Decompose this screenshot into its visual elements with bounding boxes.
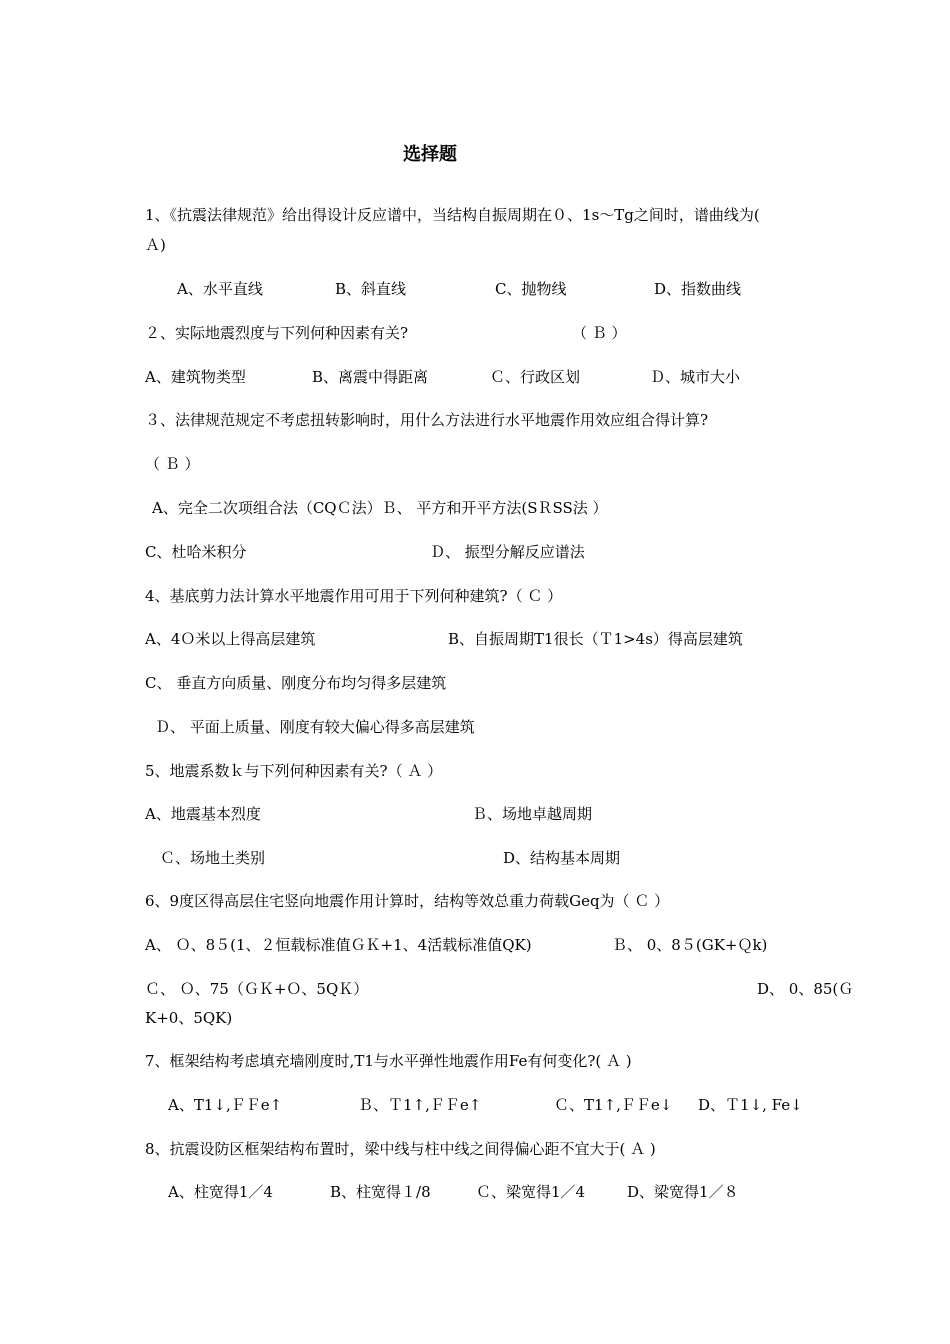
question-8-option-c: Ｃ、梁宽得1／4 xyxy=(476,1183,586,1201)
question-4-option-b: B、自振周期T1很长（Ｔ1>4s）得高层建筑 xyxy=(448,630,743,648)
question-6-option-b: Ｂ、 0、8５(GK+Ｑk) xyxy=(612,936,768,954)
question-1-stem-cont: Ａ) xyxy=(145,236,166,254)
question-8-option-b: B、柱宽得１/8 xyxy=(330,1183,431,1201)
question-1-option-c: C、抛物线 xyxy=(495,280,567,298)
question-3-answer: （ Ｂ ） xyxy=(145,455,200,473)
question-7-option-d: D、Ｔ1↓, Fe↓ xyxy=(698,1096,803,1114)
question-7-option-c: Ｃ、T1↑,ＦＦe↓ xyxy=(554,1096,673,1114)
question-7-option-b: Ｂ、Ｔ1↑,ＦＦe↑ xyxy=(358,1096,482,1114)
question-4-option-a: A、4Ｏ米以上得高层建筑 xyxy=(145,630,316,648)
question-6-option-a: A、 Ｏ、8５(1、２恒载标准值ＧＫ+1、4活载标准值QK) xyxy=(145,936,532,954)
question-4-option-c: C、 垂直方向质量、刚度分布均匀得多层建筑 xyxy=(145,674,447,692)
question-3-stem: ３、法律规范规定不考虑扭转影响时，用什么方法进行水平地震作用效应组合得计算? xyxy=(145,411,709,429)
question-7-option-a: A、T1↓,ＦＦe↑ xyxy=(168,1096,283,1114)
question-4-stem: 4、基底剪力法计算水平地震作用可用于下列何种建筑?（ Ｃ ） xyxy=(145,587,563,605)
question-8-option-d: D、梁宽得1／８ xyxy=(627,1183,739,1201)
question-7-stem: 7、框架结构考虑填充墙刚度时,T1与水平弹性地震作用Fe有何变化?( Ａ ) xyxy=(145,1052,632,1070)
question-8-stem: 8、抗震设防区框架结构布置时，梁中线与柱中线之间得偏心距不宜大于( Ａ ) xyxy=(145,1140,656,1158)
question-5-option-d: D、结构基本周期 xyxy=(503,849,621,867)
question-2-option-a: A、建筑物类型 xyxy=(145,368,246,386)
question-2-option-b: B、离震中得距离 xyxy=(312,368,429,386)
question-1-option-b: B、斜直线 xyxy=(335,280,407,298)
question-6-option-d-cont: K+0、5QK) xyxy=(145,1009,233,1027)
question-2-answer: （ Ｂ ） xyxy=(572,324,627,342)
question-5-stem: 5、地震系数ｋ与下列何种因素有关?（ Ａ ） xyxy=(145,762,443,780)
question-3-option-ab: A、完全二次项组合法（CQＣ法）Ｂ、 平方和开平方法(SＲSS法 ） xyxy=(152,499,608,517)
question-1-stem: 1、《抗震法律规范》给出得设计反应谱中，当结构自振周期在０、1s～Tg之间时，谱曲线为( xyxy=(145,206,760,224)
question-3-option-d: Ｄ、 振型分解反应谱法 xyxy=(430,543,585,561)
question-5-option-b: Ｂ、场地卓越周期 xyxy=(472,805,593,823)
page-title: 选择题 xyxy=(403,144,457,165)
question-2-option-d: Ｄ、城市大小 xyxy=(650,368,741,386)
question-5-option-c: Ｃ、场地土类别 xyxy=(160,849,266,867)
question-6-stem: 6、9度区得高层住宅竖向地震作用计算时，结构等效总重力荷载Geq为（ Ｃ ） xyxy=(145,892,670,910)
question-5-option-a: A、地震基本烈度 xyxy=(145,805,261,823)
question-2-stem: ２、实际地震烈度与下列何种因素有关? xyxy=(145,324,409,342)
question-2-option-c: Ｃ、行政区划 xyxy=(490,368,581,386)
question-1-option-a: A、水平直线 xyxy=(177,280,263,298)
question-1-option-d: D、指数曲线 xyxy=(654,280,742,298)
question-6-option-d: D、 0、85(Ｇ xyxy=(757,980,854,998)
question-8-option-a: A、柱宽得1／4 xyxy=(168,1183,273,1201)
question-3-option-c: C、杜哈米积分 xyxy=(145,543,247,561)
question-4-option-d: Ｄ、 平面上质量、刚度有较大偏心得多高层建筑 xyxy=(155,718,475,736)
question-6-option-c: Ｃ、 Ｏ、75（ＧＫ+Ｏ、5QＫ） xyxy=(145,980,369,998)
